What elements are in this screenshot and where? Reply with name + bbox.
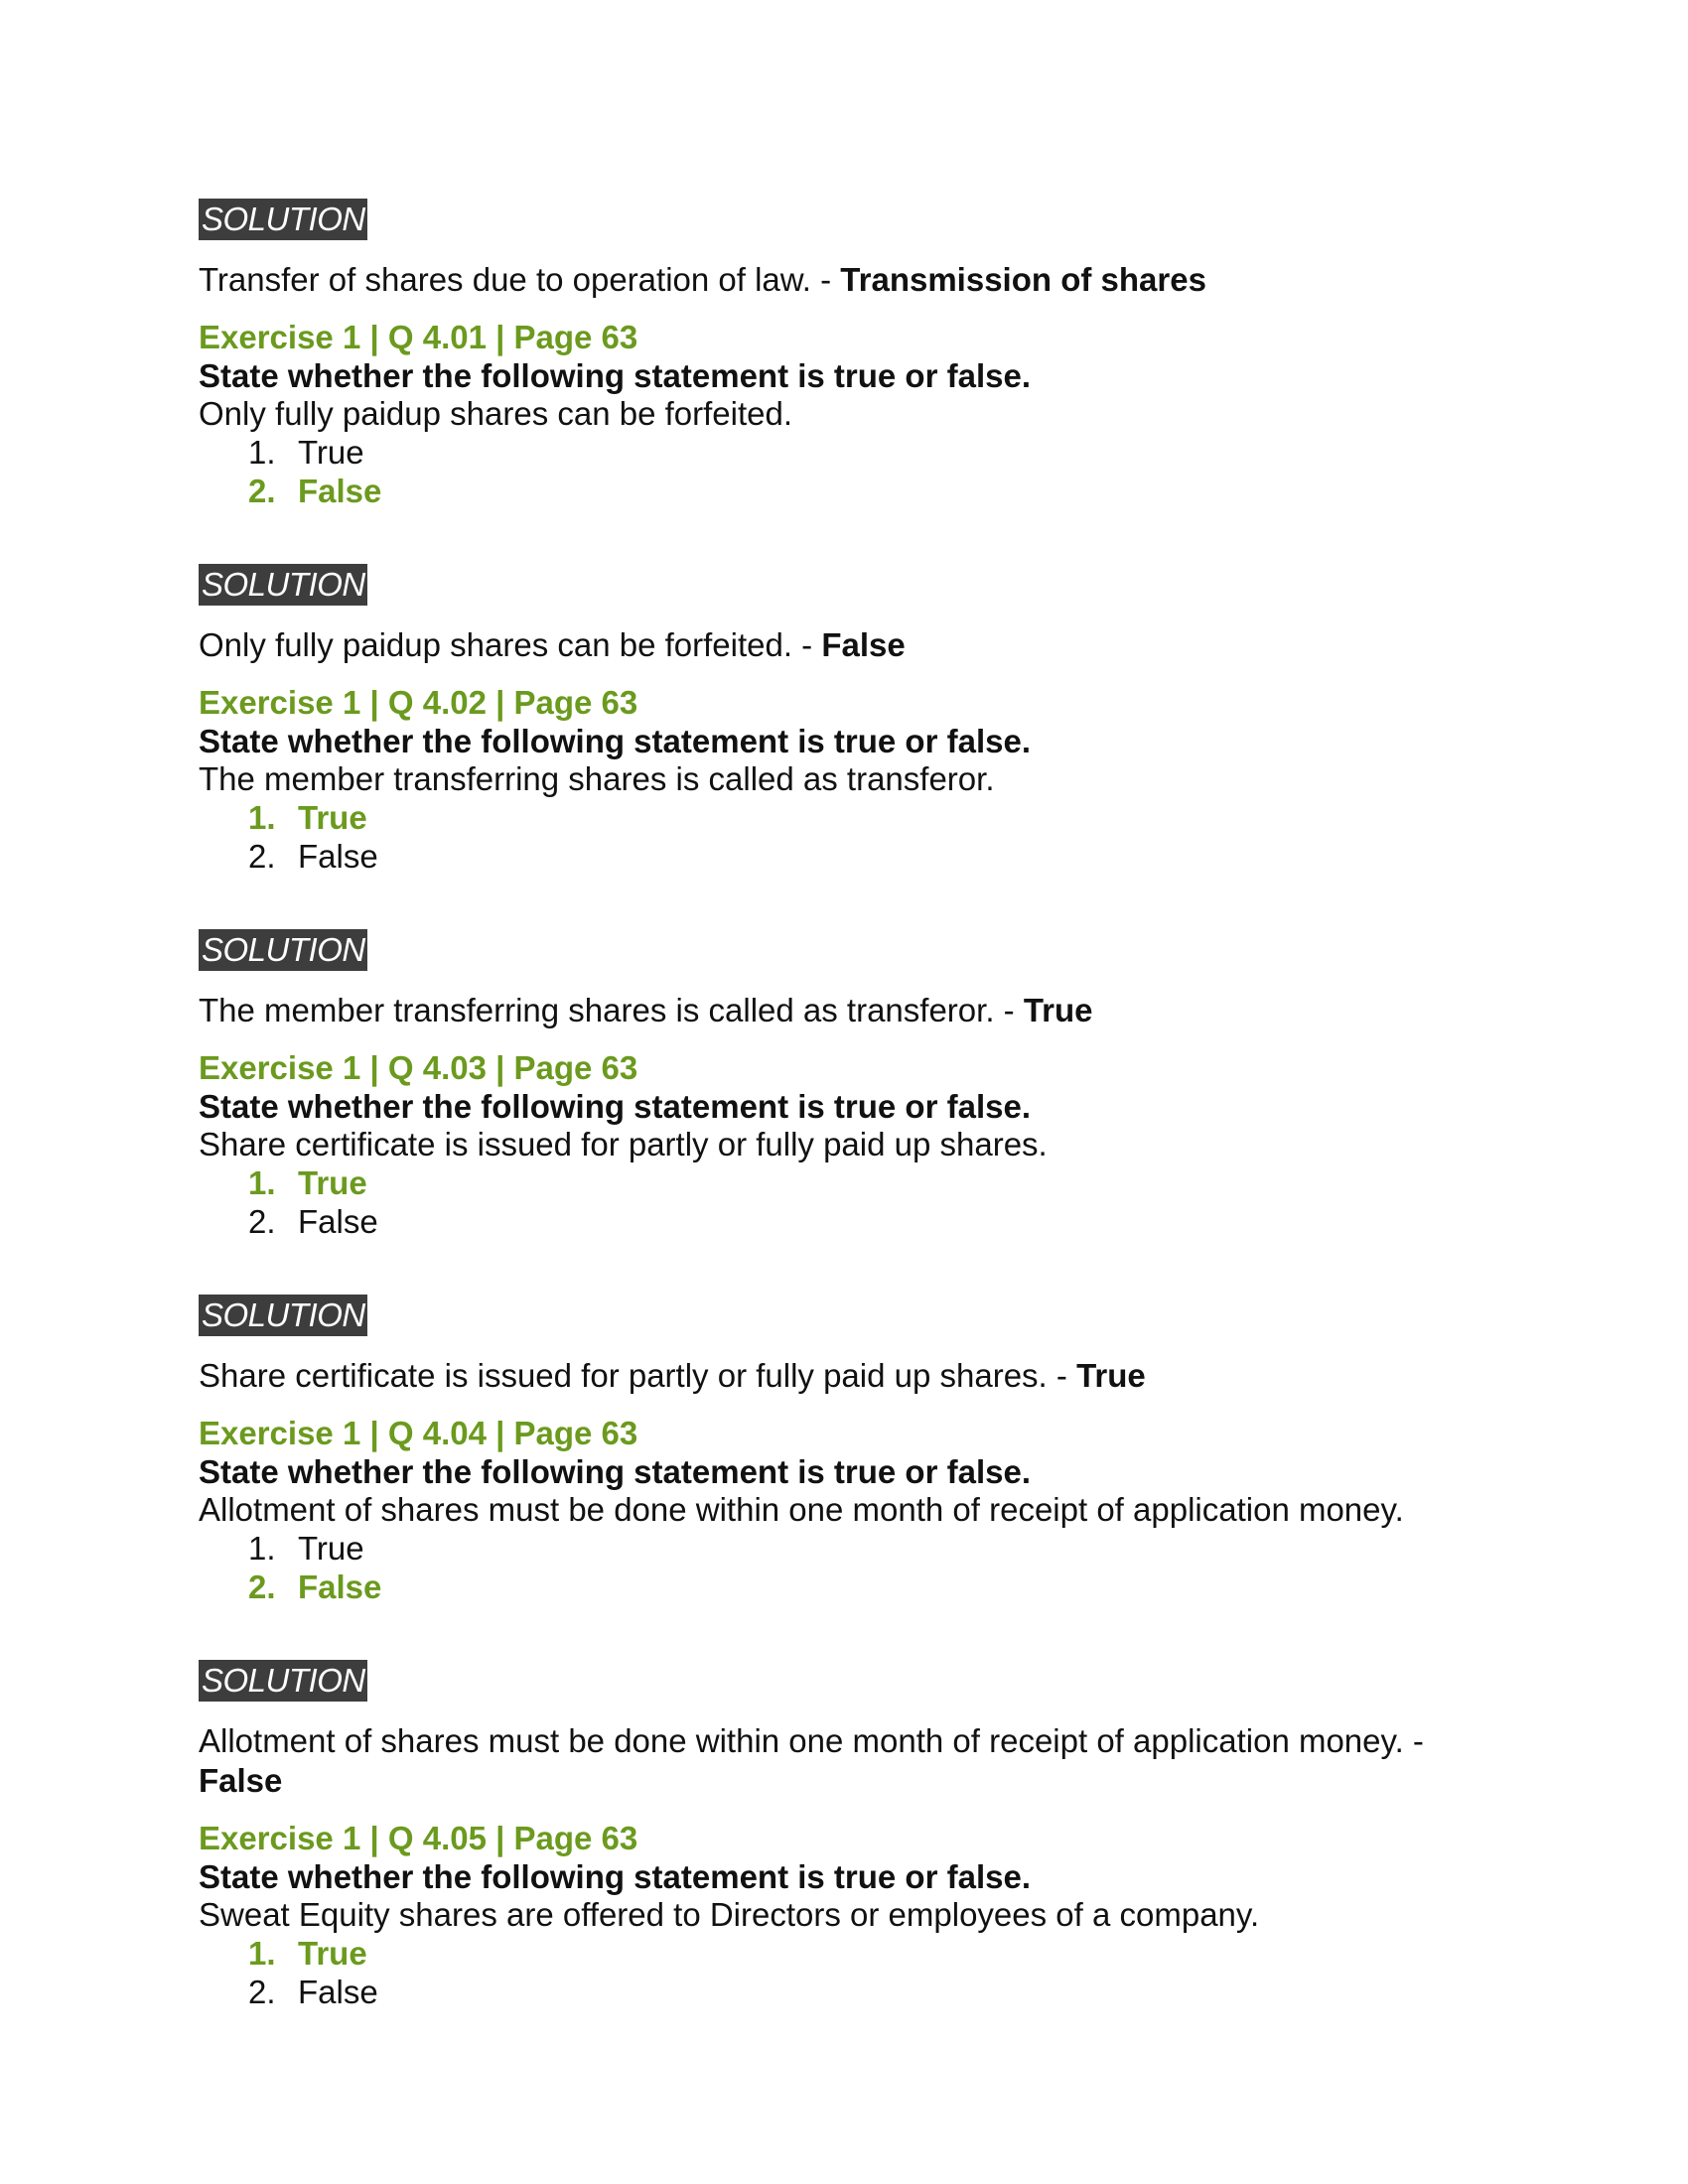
solution-statement: Allotment of shares must be done within one month of receipt of application money. - <box>199 1722 1424 1759</box>
question-block-4-01 <box>199 318 1489 510</box>
solution-block-intro <box>199 199 1489 300</box>
question-instruction: State whether the following statement is true or false. <box>199 1453 1031 1490</box>
option-label: True <box>298 1530 364 1567</box>
question-instruction: State whether the following statement is true or false. <box>199 1858 1031 1895</box>
option-number: 1. <box>248 1164 276 1201</box>
option-number: 1. <box>248 434 276 471</box>
solution-text <box>199 625 1489 665</box>
question-statement: Share certificate is issued for partly or fully paid up shares. <box>199 1126 1048 1162</box>
solution-statement: Share certificate is issued for partly or fully paid up shares. - <box>199 1357 1077 1394</box>
solution-statement: Transfer of shares due to operation of law. - <box>199 261 841 298</box>
solution-block-4-03 <box>199 1295 1489 1396</box>
question-instruction: State whether the following statement is true or false. <box>199 723 1031 759</box>
solution-block-4-04 <box>199 1660 1489 1801</box>
solution-badge: SOLUTION <box>199 1660 367 1702</box>
solution-badge: SOLUTION <box>199 929 367 971</box>
question-instruction: State whether the following statement is true or false. <box>199 1088 1031 1125</box>
option-label: True <box>298 1164 367 1201</box>
solution-text <box>199 260 1489 300</box>
solution-block-4-02 <box>199 929 1489 1030</box>
option-number: 1. <box>248 799 276 836</box>
solution-badge: SOLUTION <box>199 199 367 240</box>
option-number: 2. <box>248 1569 276 1605</box>
question-heading: Exercise 1 | Q 4.01 | Page 63 <box>199 319 638 355</box>
option-false <box>248 1973 1489 2011</box>
question-heading: Exercise 1 | Q 4.04 | Page 63 <box>199 1415 638 1451</box>
option-label: False <box>298 1203 378 1240</box>
options-list <box>199 1163 1489 1241</box>
solution-answer: Transmission of shares <box>840 261 1206 298</box>
option-label: True <box>298 799 367 836</box>
question-block-4-04 <box>199 1414 1489 1606</box>
option-label: True <box>298 434 364 471</box>
question-statement: Sweat Equity shares are offered to Directors or employees of a company. <box>199 1896 1260 1933</box>
document-page <box>199 199 1489 2065</box>
solution-answer: True <box>1023 992 1093 1028</box>
solution-statement: Only fully paidup shares can be forfeited. - <box>199 626 822 663</box>
question-block-4-02 <box>199 683 1489 876</box>
solution-text <box>199 991 1489 1030</box>
option-label: False <box>298 1569 382 1605</box>
option-number: 1. <box>248 1935 276 1972</box>
solution-badge: SOLUTION <box>199 564 367 606</box>
solution-statement: The member transferring shares is called as transferor. - <box>199 992 1024 1028</box>
option-true-correct <box>248 1934 1489 1973</box>
option-number: 1. <box>248 1530 276 1567</box>
solution-answer: False <box>821 626 906 663</box>
option-label: False <box>298 838 378 875</box>
question-heading: Exercise 1 | Q 4.03 | Page 63 <box>199 1049 638 1086</box>
option-true-correct <box>248 1163 1489 1202</box>
option-true-correct <box>248 798 1489 837</box>
option-false-correct <box>248 1568 1489 1606</box>
option-true <box>248 433 1489 472</box>
options-list <box>199 798 1489 876</box>
option-false <box>248 1202 1489 1241</box>
options-list <box>199 433 1489 510</box>
option-label: False <box>298 473 382 509</box>
question-block-4-05 <box>199 1819 1489 2011</box>
question-heading: Exercise 1 | Q 4.02 | Page 63 <box>199 684 638 721</box>
options-list <box>199 1934 1489 2011</box>
option-label: False <box>298 1974 378 2010</box>
question-statement: Only fully paidup shares can be forfeited. <box>199 395 793 432</box>
option-false-correct <box>248 472 1489 510</box>
question-instruction: State whether the following statement is true or false. <box>199 357 1031 394</box>
question-statement: The member transferring shares is called as transferor. <box>199 760 995 797</box>
solution-answer: True <box>1076 1357 1146 1394</box>
option-number: 2. <box>248 473 276 509</box>
option-number: 2. <box>248 1203 276 1240</box>
solution-block-4-01 <box>199 564 1489 665</box>
question-statement: Allotment of shares must be done within one month of receipt of application money. <box>199 1491 1404 1528</box>
solution-text <box>199 1721 1489 1801</box>
option-false <box>248 837 1489 876</box>
options-list <box>199 1529 1489 1606</box>
solution-badge: SOLUTION <box>199 1295 367 1336</box>
question-block-4-03 <box>199 1048 1489 1241</box>
solution-text <box>199 1356 1489 1396</box>
option-label: True <box>298 1935 367 1972</box>
option-true <box>248 1529 1489 1568</box>
option-number: 2. <box>248 838 276 875</box>
option-number: 2. <box>248 1974 276 2010</box>
solution-answer: False <box>199 1762 283 1799</box>
question-heading: Exercise 1 | Q 4.05 | Page 63 <box>199 1820 638 1856</box>
